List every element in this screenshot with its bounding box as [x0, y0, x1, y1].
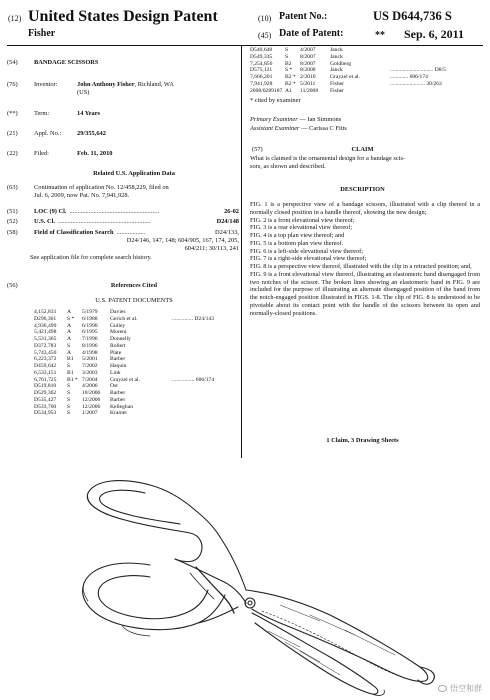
continuation-line-1: Continuation of application No. 12/458,229, filed on [34, 184, 169, 191]
reference-list-right [250, 47, 475, 94]
claim-line-1: What is claimed is the ornamental design for a bandage scis- [250, 155, 406, 162]
reference-number: 2008/0289187 [250, 87, 283, 94]
inventor-name: John Anthony Fisher [77, 81, 135, 88]
reference-class [172, 336, 212, 343]
reference-date: 8/2008 [300, 67, 316, 74]
reference-kind: A [67, 322, 72, 329]
description-fig-9: FIG. 9 is a front elevational view thereof, illustrating an elastomeric band disengaged from two notches of the scissor. The broken lines showing an elastomeric band in FIG. 9 are included for the purpose of illustrating an alternate disengaged position of the band from the notch-engaged position illustrated in FIGS. 1-8. The clip of FIG. 8 is understood to be pivotable about its contact point with the handle of the scissors between its open and normally-closed positions. [250, 270, 480, 317]
reference-row [250, 47, 475, 54]
reference-class: ................ 606/174 [172, 376, 215, 383]
reference-inventor: Kramer [110, 410, 128, 417]
loc-class [34, 208, 239, 216]
patent-date: Sep. 6, 2011 [404, 27, 465, 41]
reference-class: ............................... D8/5 [390, 67, 446, 74]
code-12: (12) [8, 14, 22, 23]
reference-inventor: Davies [110, 309, 126, 315]
description-fig-5: FIG. 5 is a bottom plan view thereof. [250, 239, 344, 247]
primary-examiner-name: — Ian Simmons [297, 116, 342, 123]
reference-number: 6,761,725 [34, 376, 57, 383]
term-value: 14 Years [77, 110, 101, 117]
code-21: (21) [7, 130, 18, 137]
reference-class [172, 383, 212, 390]
field-search-line-1: D24/133, [215, 229, 239, 236]
reference-number: 4,936,499 [34, 322, 57, 329]
code-10: (10) [258, 14, 272, 23]
us-class-value: D24/148 [216, 218, 239, 225]
reference-date: 6/1990 [82, 322, 98, 329]
us-class-label: U.S. Cl. [34, 218, 55, 225]
reference-inventor: Grayzel et al. [110, 376, 140, 383]
claim-heading: CLAIM [351, 146, 374, 153]
reference-date: 2/2010 [300, 74, 316, 80]
code-45: (45) [258, 31, 272, 40]
field-search-label: Field of Classification Search [34, 229, 114, 236]
description-fig-6: FIG. 6 is a left-side elevational view thereof; [250, 247, 363, 255]
code-52: (52) [7, 218, 18, 225]
reference-class [172, 363, 212, 370]
reference-kind: B1 [67, 356, 74, 363]
related-heading: Related U.S. Application Data [93, 170, 175, 177]
inventor-value [77, 81, 237, 97]
reference-class [172, 309, 212, 316]
reference-row [34, 350, 239, 357]
reference-number: 4,152,831 [34, 309, 57, 315]
reference-kind: S [67, 342, 71, 349]
reference-class [390, 61, 424, 68]
watermark-text: 悟空和群 [450, 684, 482, 693]
field-search-dots: .................. [116, 229, 146, 236]
appl-no-value: 29/355,642 [77, 130, 106, 137]
description-fig-7: FIG. 7 is a right-side elevational view thereof; [250, 255, 367, 263]
assistant-examiner-label: Assistant Examiner [250, 125, 300, 132]
us-class [34, 218, 239, 226]
reference-row [34, 377, 239, 384]
reference-inventor: Donnelly [110, 336, 131, 342]
wechat-icon [438, 685, 447, 692]
patent-title: United States Design Patent [28, 8, 218, 25]
reference-class [172, 410, 212, 417]
reference-inventor: Rollert [110, 342, 126, 349]
reference-inventor: Janck [330, 67, 343, 74]
code-63: (63) [7, 184, 18, 191]
description-fig-1: FIG. 1 is a perspective view of a bandage scissors, illustrated with a clip thereof in a normally closed position in a handle thereof, showing the new design; [250, 201, 480, 216]
loc-label: LOC (9) Cl. [34, 208, 67, 215]
reference-number: D296,361 [34, 315, 57, 322]
reference-date: 8/2007 [300, 60, 316, 67]
design-title: BANDAGE SCISSORS [34, 59, 99, 66]
reference-class [172, 350, 212, 357]
reference-inventor: Janck [330, 47, 343, 53]
reference-date: 12/2006 [82, 396, 101, 403]
reference-kind: A [67, 349, 72, 356]
reference-row [34, 390, 239, 397]
reference-class [172, 329, 212, 336]
reference-kind: B2 * [285, 80, 296, 87]
date-label: Date of Patent: [279, 28, 344, 39]
cited-by-examiner: * cited by examiner [250, 97, 301, 104]
reference-inventor: Barber [110, 396, 126, 403]
reference-date: 5/2001 [82, 356, 98, 363]
reference-date: 1/2007 [82, 410, 98, 417]
reference-row [34, 397, 239, 404]
reference-date: 7/2002 [82, 363, 98, 369]
reference-kind: A [67, 309, 72, 315]
continuation-text [34, 184, 239, 200]
reference-kind: S [67, 363, 71, 369]
field-search-line-4: See application file for complete search history. [30, 253, 152, 261]
reference-date: 6/1988 [82, 315, 98, 322]
reference-date: 8/1996 [82, 342, 98, 349]
reference-row [34, 370, 239, 377]
reference-class [172, 356, 212, 363]
code-51: (51) [7, 208, 18, 215]
filed-label: Filed: [34, 150, 49, 157]
code-54: (54) [7, 59, 18, 66]
patent-no-label: Patent No.: [279, 11, 328, 22]
us-patent-docs-heading: U.S. PATENT DOCUMENTS [95, 297, 173, 304]
reference-kind: A [67, 329, 72, 336]
clip [196, 567, 234, 613]
description-fig-2: FIG. 2 is a front elevational view thereof; [250, 216, 355, 224]
reference-kind: S [67, 396, 71, 403]
reference-number: 5,531,365 [34, 336, 57, 342]
reference-row [34, 316, 239, 323]
reference-number: D519,810 [34, 383, 57, 390]
reference-row [34, 363, 239, 370]
reference-row [34, 329, 239, 336]
reference-kind: B2 [285, 60, 292, 67]
reference-row [34, 336, 239, 343]
assistant-examiner [250, 125, 347, 133]
column-divider [241, 46, 242, 458]
inventor-label: Inventor: [34, 81, 58, 88]
reference-class [172, 323, 212, 330]
date-mark: ** [375, 30, 385, 41]
reference-class: ............... D24/143 [172, 315, 214, 322]
references-cited-heading: References Cited [110, 282, 158, 289]
reference-row [34, 404, 239, 411]
reference-date: 3/2003 [82, 369, 98, 376]
description-fig-4: FIG. 4 is a top plan view thereof; and [250, 232, 345, 239]
reference-inventor: Haquin [110, 363, 127, 369]
reference-date: 4/2007 [300, 47, 316, 53]
reference-number: 6,223,372 [34, 356, 57, 363]
reference-class: ......................... 30/262 [390, 80, 442, 87]
reference-date: 12/2006 [82, 403, 101, 410]
lower-blade [252, 613, 378, 694]
reference-class: ............. 606/174 [390, 74, 428, 80]
inventor-country: (US) [77, 89, 90, 97]
continuation-line-2: Jul. 6, 2009, now Pat. No. 7,941,928. [34, 192, 130, 200]
reference-inventor: Moreni [110, 329, 127, 336]
claim-text [250, 155, 480, 171]
us-class-dots: .......................................................... [57, 218, 151, 225]
reference-date: 11/2008 [300, 87, 319, 94]
code-56: (56) [7, 282, 18, 289]
reference-inventor: Gerich et al. [110, 315, 138, 322]
reference-class [172, 404, 212, 411]
reference-kind: S [67, 410, 71, 417]
reference-row [34, 383, 239, 390]
reference-kind: B1 * [67, 376, 78, 383]
claims-footer: 1 Claim, 3 Drawing Sheets [326, 437, 399, 444]
reference-class [390, 54, 424, 61]
appl-no-label: Appl. No.: [34, 130, 62, 137]
reference-row [34, 309, 239, 316]
code-22: (22) [7, 150, 18, 157]
reference-inventor: Janck [330, 53, 343, 60]
reference-row [250, 88, 475, 95]
reference-kind: S [67, 403, 71, 410]
reference-row [250, 54, 475, 61]
reference-number: D549,335 [250, 53, 273, 60]
reference-number: D533,760 [34, 403, 57, 410]
reference-inventor: Link [110, 369, 121, 376]
inventor-surname: Fisher [28, 28, 56, 39]
reference-row [34, 323, 239, 330]
reference-number: D372,783 [34, 342, 57, 349]
reference-kind: S [285, 47, 289, 53]
reference-date: 10/2006 [82, 390, 101, 396]
reference-kind: A [67, 336, 72, 342]
inventor-location: , Richland, WA [134, 81, 174, 88]
reference-class [172, 343, 212, 350]
watermark [438, 683, 482, 694]
reference-row [34, 343, 239, 350]
code-57: (57) [252, 146, 263, 153]
reference-number: 7,941,928 [250, 80, 273, 87]
reference-kind: S * [67, 315, 75, 322]
reference-kind: B2 * [285, 74, 296, 80]
reference-row [250, 74, 475, 81]
reference-kind: S [67, 383, 71, 390]
field-search-line-3: 604/211; 30/113, 241 [184, 245, 239, 253]
reference-number: 5,421,498 [34, 329, 57, 336]
assistant-examiner-name: — Carissa C Fitts [299, 125, 347, 132]
description-fig-3: FIG. 3 is a rear elevational view thereof; [250, 224, 353, 232]
code-58: (58) [7, 229, 18, 236]
reference-number: D529,362 [34, 390, 57, 396]
reference-kind: A1 [285, 87, 292, 94]
reference-class [390, 88, 424, 95]
reference-inventor: Goldberg [330, 60, 352, 67]
reference-number: 5,743,450 [34, 349, 57, 356]
reference-row [34, 356, 239, 363]
reference-date: 5/1979 [82, 309, 98, 315]
primary-examiner [250, 116, 341, 124]
reference-number: D534,953 [34, 410, 57, 417]
reference-list-left [34, 309, 239, 417]
reference-inventor: Grayzel et al. [330, 74, 360, 80]
reference-inventor: Ost [110, 383, 118, 390]
reference-date: 4/2006 [82, 383, 98, 390]
reference-inventor: Barber [110, 356, 126, 363]
header-rule [7, 45, 483, 46]
filed-value: Feb. 11, 2010 [77, 150, 113, 157]
reference-class [172, 397, 212, 404]
field-search-line-2: D24/146, 147, 148; 604/905, 167, 174, 205, [126, 237, 239, 245]
reference-date: 8/2007 [300, 53, 316, 60]
reference-inventor: Fisher [330, 87, 344, 94]
reference-kind: S * [285, 67, 293, 74]
lower-handle-loop [83, 563, 225, 630]
reference-number: 6,533,151 [34, 369, 57, 376]
reference-row [34, 410, 239, 417]
reference-class [390, 47, 424, 54]
reference-class [172, 370, 212, 377]
description-heading: DESCRIPTION [340, 186, 385, 193]
loc-dots: ........................................................ [69, 208, 159, 215]
description-fig-8: FIG. 8 is a perspective view thereof, illustrated with the clip in a retracted position; and, [250, 263, 472, 270]
description-body [250, 201, 480, 317]
term-label: Term: [34, 110, 50, 117]
claim-line-2: sors, as shown and described. [250, 163, 326, 171]
reference-inventor: Plate [110, 349, 122, 356]
primary-examiner-label: Primary Examiner [250, 116, 298, 123]
code-76: (76) [7, 81, 18, 88]
reference-number: 7,254,856 [250, 60, 273, 67]
reference-kind: B1 [67, 369, 74, 376]
reference-date: 7/1996 [82, 336, 98, 342]
reference-row [250, 67, 475, 74]
patent-number: US D644,736 S [373, 9, 452, 23]
reference-kind: S [67, 390, 71, 396]
reference-inventor: Fisher [330, 80, 344, 87]
reference-class [172, 390, 212, 397]
reference-number: 7,666,201 [250, 74, 273, 80]
reference-number: D459,642 [34, 363, 57, 369]
reference-row [250, 81, 475, 88]
reference-date: 6/1995 [82, 329, 98, 336]
reference-inventor: Barber [110, 390, 126, 396]
reference-date: 4/1998 [82, 349, 98, 356]
field-search [30, 229, 239, 262]
reference-inventor: Gulley [110, 322, 126, 329]
reference-number: D575,121 [250, 67, 273, 74]
code-term: (**) [7, 110, 18, 117]
upper-blade [246, 590, 428, 681]
reference-row [250, 61, 475, 68]
reference-inventor: Kelleghan [110, 403, 133, 410]
reference-date: 5/2011 [300, 80, 316, 87]
scissors-drawing [0, 455, 490, 700]
reference-number: D535,427 [34, 396, 57, 403]
reference-kind: S [285, 53, 289, 60]
reference-number: D540,648 [250, 47, 273, 53]
loc-value: 26-02 [224, 208, 239, 215]
reference-date: 7/2004 [82, 376, 98, 383]
